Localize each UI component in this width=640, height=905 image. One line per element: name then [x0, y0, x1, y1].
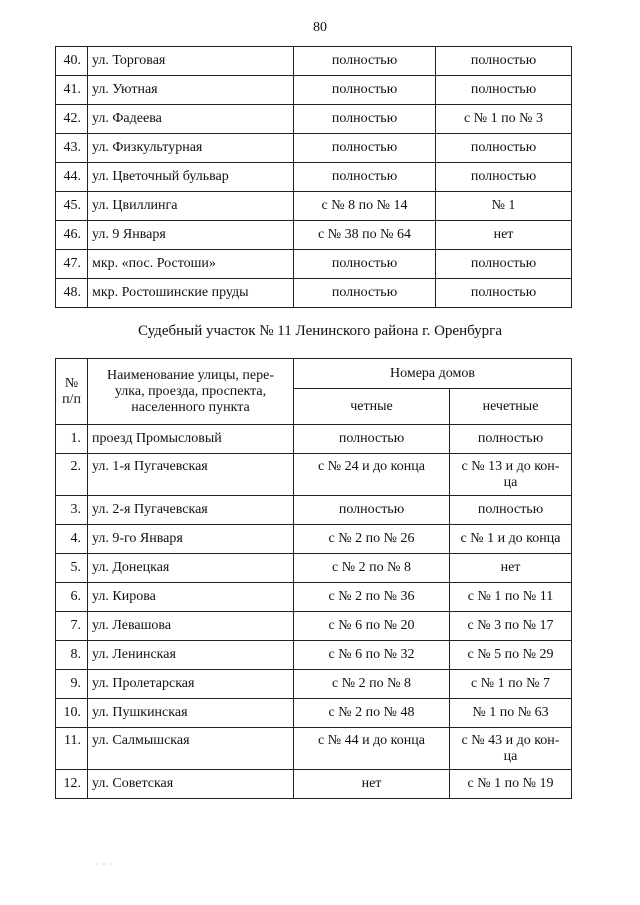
street-name: ул. Фадеева: [88, 105, 294, 134]
table-row: [56, 192, 572, 221]
row-number: 44.: [56, 163, 88, 192]
street-name: ул. Ленинская: [88, 641, 294, 670]
odd-houses: с № 1 по № 3: [436, 105, 572, 134]
odd-houses: полностью: [436, 279, 572, 308]
odd-houses: полностью: [450, 425, 572, 454]
street-name: ул. Пролетарская: [88, 670, 294, 699]
street-name: ул. Салмышская: [88, 728, 294, 770]
row-number: 2.: [56, 454, 88, 496]
odd-houses-line: ца: [503, 748, 518, 764]
table-row: [56, 770, 572, 799]
odd-houses: № 1 по № 63: [450, 699, 572, 728]
odd-houses: с № 1 и до конца: [450, 525, 572, 554]
row-number: 42.: [56, 105, 88, 134]
odd-houses: полностью: [436, 134, 572, 163]
even-houses: полностью: [294, 250, 436, 279]
even-houses: полностью: [294, 134, 436, 163]
table-row: [56, 583, 572, 612]
table-row: [56, 554, 572, 583]
street-name: ул. Цвиллинга: [88, 192, 294, 221]
row-number: 11.: [56, 728, 88, 770]
row-number: 43.: [56, 134, 88, 163]
even-houses: с № 2 по № 48: [294, 699, 450, 728]
even-houses: с № 2 по № 26: [294, 525, 450, 554]
row-number: 9.: [56, 670, 88, 699]
table-row: [56, 641, 572, 670]
table-row: [56, 699, 572, 728]
even-houses: с № 24 и до конца: [294, 454, 450, 496]
street-name: ул. Цветочный бульвар: [88, 163, 294, 192]
table-row: [56, 250, 572, 279]
streets-table-continued: [55, 46, 572, 308]
even-houses: полностью: [294, 496, 450, 525]
table-row: [56, 425, 572, 454]
row-number: 7.: [56, 612, 88, 641]
table-row: [56, 728, 572, 770]
table-row: [56, 670, 572, 699]
odd-houses: с № 1 по № 7: [450, 670, 572, 699]
header-name-line: улка, проезда, проспекта,: [114, 383, 267, 399]
even-houses: полностью: [294, 105, 436, 134]
even-houses: с № 8 по № 14: [294, 192, 436, 221]
street-name: ул. 9 Января: [88, 221, 294, 250]
street-name: ул. Советская: [88, 770, 294, 799]
row-number: 40.: [56, 47, 88, 76]
table-row: [56, 612, 572, 641]
odd-houses: № 1: [436, 192, 572, 221]
header-number-line: п/п: [62, 391, 81, 407]
table-row: [56, 134, 572, 163]
street-name: ул. Левашова: [88, 612, 294, 641]
header-number-line: №: [64, 375, 79, 391]
header-odd: нечетные: [450, 389, 572, 425]
odd-houses: нет: [436, 221, 572, 250]
table-row: [56, 496, 572, 525]
row-number: 3.: [56, 496, 88, 525]
row-number: 8.: [56, 641, 88, 670]
odd-houses: с № 3 по № 17: [450, 612, 572, 641]
even-houses: полностью: [294, 47, 436, 76]
table-row: [56, 221, 572, 250]
street-name: ул. Донецкая: [88, 554, 294, 583]
street-name: мкр. Ростошинские пруды: [88, 279, 294, 308]
odd-houses-line: ца: [503, 474, 518, 490]
court-district-11-streets-table: [55, 358, 572, 799]
odd-houses-line: с № 13 и до кон-: [461, 458, 560, 474]
odd-houses: нет: [450, 554, 572, 583]
header-even: четные: [294, 389, 450, 425]
row-number: 12.: [56, 770, 88, 799]
even-houses: полностью: [294, 163, 436, 192]
row-number: 6.: [56, 583, 88, 612]
scan-artifact: · · ·: [96, 860, 113, 869]
even-houses: с № 38 по № 64: [294, 221, 436, 250]
even-houses: полностью: [294, 76, 436, 105]
street-name: ул. Пушкинская: [88, 699, 294, 728]
odd-houses: полностью: [436, 47, 572, 76]
even-houses: с № 2 по № 8: [294, 554, 450, 583]
street-name: ул. 9-го Января: [88, 525, 294, 554]
row-number: 5.: [56, 554, 88, 583]
even-houses: с № 2 по № 36: [294, 583, 450, 612]
header-number: [56, 359, 88, 425]
odd-houses-line: с № 43 и до кон-: [461, 732, 560, 748]
row-number: 4.: [56, 525, 88, 554]
table-row: [56, 163, 572, 192]
street-name: ул. 2-я Пугачевская: [88, 496, 294, 525]
table-row: [56, 454, 572, 496]
table-row: [56, 525, 572, 554]
even-houses: полностью: [294, 425, 450, 454]
street-name: мкр. «пос. Ростоши»: [88, 250, 294, 279]
even-houses: с № 6 по № 20: [294, 612, 450, 641]
header-name-line: населенного пункта: [131, 399, 250, 415]
header-row: [56, 359, 572, 389]
odd-houses: с № 1 по № 11: [450, 583, 572, 612]
header-house-numbers: Номера домов: [294, 359, 572, 389]
row-number: 1.: [56, 425, 88, 454]
row-number: 10.: [56, 699, 88, 728]
odd-houses: полностью: [436, 163, 572, 192]
even-houses: с № 44 и до конца: [294, 728, 450, 770]
street-name: ул. Уютная: [88, 76, 294, 105]
even-houses: полностью: [294, 279, 436, 308]
street-name: ул. Физкультурная: [88, 134, 294, 163]
odd-houses: полностью: [436, 76, 572, 105]
row-number: 45.: [56, 192, 88, 221]
header-name-line: Наименование улицы, пере-: [106, 367, 275, 383]
table-row: [56, 76, 572, 105]
street-name: ул. Торговая: [88, 47, 294, 76]
row-number: 41.: [56, 76, 88, 105]
page-number: 80: [313, 20, 327, 35]
row-number: 48.: [56, 279, 88, 308]
table-row: [56, 105, 572, 134]
even-houses: нет: [294, 770, 450, 799]
section-title: Судебный участок № 11 Ленинского района г. Оренбурга: [138, 323, 502, 339]
header-name: [88, 359, 294, 425]
street-name: проезд Промысловый: [88, 425, 294, 454]
table-row: [56, 279, 572, 308]
odd-houses: [450, 454, 572, 496]
odd-houses: с № 1 по № 19: [450, 770, 572, 799]
row-number: 46.: [56, 221, 88, 250]
street-name: ул. Кирова: [88, 583, 294, 612]
odd-houses: с № 5 по № 29: [450, 641, 572, 670]
row-number: 47.: [56, 250, 88, 279]
even-houses: с № 6 по № 32: [294, 641, 450, 670]
odd-houses: полностью: [450, 496, 572, 525]
odd-houses: [450, 728, 572, 770]
table-row: [56, 47, 572, 76]
even-houses: с № 2 по № 8: [294, 670, 450, 699]
street-name: ул. 1-я Пугачевская: [88, 454, 294, 496]
odd-houses: полностью: [436, 250, 572, 279]
